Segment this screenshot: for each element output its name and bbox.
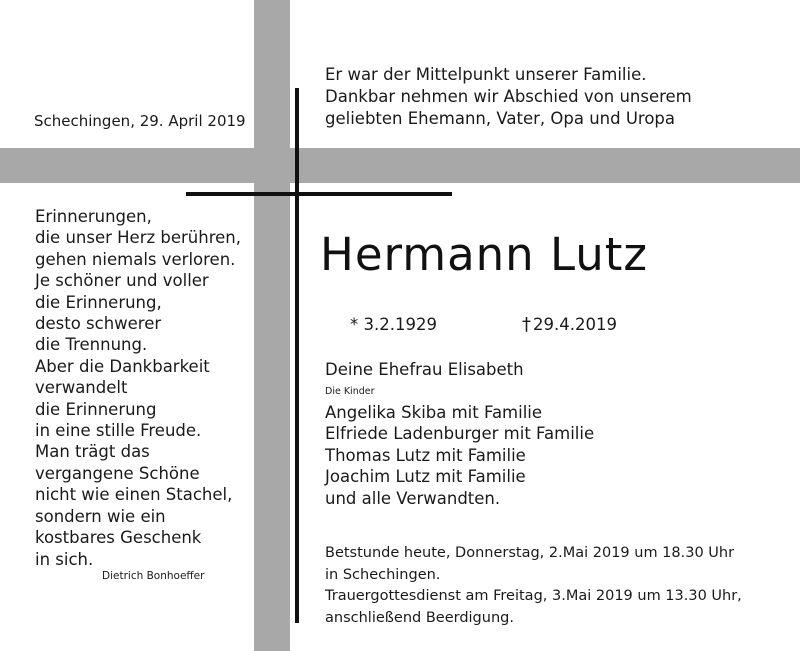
intro-text	[325, 64, 692, 130]
intro-line: Dankbar nehmen wir Abschied von unserem	[325, 87, 692, 106]
poem-author: Dietrich Bonhoeffer	[102, 570, 205, 582]
poem-line: Aber die Dankbarkeit	[35, 356, 210, 376]
cross-icon: †	[522, 314, 531, 335]
poem-line: nicht wie einen Stachel,	[35, 485, 233, 505]
poem-line: Man trägt das	[35, 442, 150, 462]
poem-line: kostbares Geschenk	[35, 528, 202, 548]
poem-line: die Trennung.	[35, 335, 148, 355]
service-line: Trauergottesdienst am Freitag, 3.Mai 2019 um 13.30 Uhr,	[325, 588, 742, 604]
wife-line: Deine Ehefrau Elisabeth	[325, 360, 524, 379]
poem-line: vergangene Schöne	[35, 463, 200, 483]
service-line: in Schechingen.	[325, 566, 441, 583]
poem-line: sondern wie ein	[35, 506, 166, 526]
place-date: Schechingen, 29. April 2019	[34, 112, 246, 130]
grey-cross-horizontal-bar	[0, 148, 800, 183]
birth-date-value: 3.2.1929	[363, 315, 437, 334]
family-line: und alle Verwandten.	[325, 488, 501, 508]
family-line: Thomas Lutz mit Familie	[325, 445, 526, 465]
intro-line: geliebten Ehemann, Vater, Opa und Uropa	[325, 109, 676, 128]
service-line: anschließend Beerdigung.	[325, 609, 514, 626]
death-date	[522, 314, 617, 335]
poem-line: verwandelt	[35, 378, 128, 398]
family-line: Joachim Lutz mit Familie	[325, 467, 526, 487]
intro-line: Er war der Mittelpunkt unserer Familie.	[325, 65, 647, 84]
service-line: Betstunde heute, Donnerstag, 2.Mai 2019 um 18.30 Uhr	[325, 545, 735, 561]
poem-line: Je schöner und voller	[35, 271, 209, 291]
service-info	[325, 543, 742, 629]
poem-line: desto schwerer	[35, 314, 162, 334]
death-date-value: 29.4.2019	[533, 315, 617, 334]
poem-line: die unser Herz berühren,	[35, 228, 241, 248]
birth-date	[350, 315, 437, 334]
poem-line: gehen niemals verloren.	[35, 249, 236, 269]
poem-line: in sich.	[35, 549, 94, 569]
poem	[35, 206, 241, 570]
birth-symbol: *	[350, 315, 359, 334]
black-cross-vertical-bar	[295, 88, 299, 623]
family-list	[325, 402, 594, 509]
black-cross-horizontal-bar	[186, 192, 452, 196]
poem-line: Erinnerungen,	[35, 207, 152, 226]
poem-line: die Erinnerung,	[35, 292, 162, 312]
deceased-name: Hermann Lutz	[320, 228, 649, 281]
family-line: Elfriede Ladenburger mit Familie	[325, 424, 595, 444]
children-label: Die Kinder	[325, 386, 375, 397]
family-line: Angelika Skiba mit Familie	[325, 403, 543, 422]
poem-line: die Erinnerung	[35, 399, 157, 419]
grey-cross-vertical-bar	[254, 0, 290, 651]
poem-line: in eine stille Freude.	[35, 421, 202, 441]
